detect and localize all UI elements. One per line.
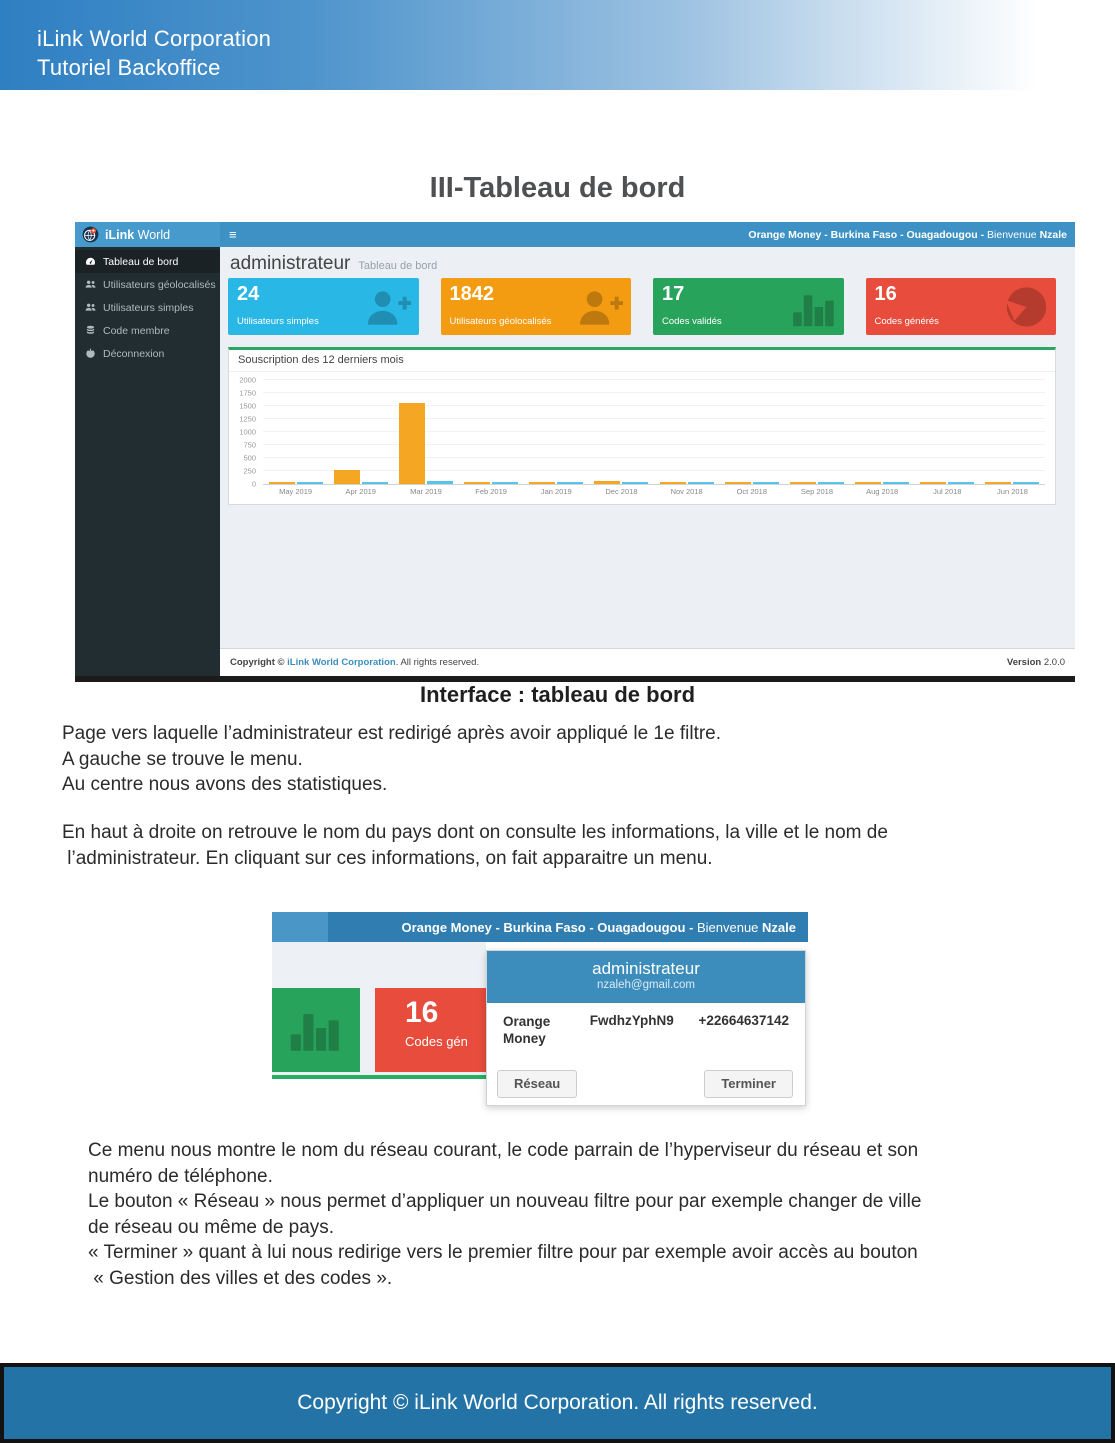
- text-line: l’administrateur. En cliquant sur ces informations, on fait apparaitre un menu.: [62, 847, 713, 869]
- bar-orange: [660, 482, 686, 484]
- card-label: Utilisateurs simples: [237, 316, 319, 327]
- x-tick-label: Sep 2018: [800, 487, 834, 496]
- green-card-fragment: [272, 988, 360, 1072]
- bar-blue: [622, 482, 648, 484]
- x-tick-label: Jun 2018: [997, 487, 1028, 496]
- terminer-button[interactable]: Terminer: [704, 1070, 793, 1098]
- dashboard-footer: [220, 648, 1075, 676]
- dashboard-screenshot: [75, 222, 1075, 682]
- x-tick-label: May 2019: [279, 487, 313, 496]
- bar-group: [328, 380, 393, 484]
- x-tick-label: Mar 2019: [410, 487, 442, 496]
- navbar-highlight-segment: [272, 912, 328, 942]
- card-value: 16: [405, 996, 439, 1029]
- reseau-button[interactable]: Réseau: [497, 1070, 577, 1098]
- bar-blue: [362, 482, 388, 484]
- bar-group: [589, 380, 654, 484]
- user-menu-screenshot: [272, 910, 820, 1115]
- card-label: Utilisateurs géolocalisés: [449, 316, 552, 327]
- text-line: Au centre nous avons des statistiques.: [62, 774, 388, 795]
- y-tick-label: 250: [243, 466, 256, 476]
- page-subtitle: Tableau de bord: [358, 260, 438, 272]
- user-plus-icon: [578, 285, 625, 334]
- sidebar-item-label: Déconnexion: [103, 347, 165, 360]
- sidebar-item[interactable]: [75, 342, 220, 365]
- user-dropdown-menu: [486, 950, 806, 1106]
- stat-card: [441, 278, 632, 335]
- card-value: 16: [874, 283, 897, 305]
- paragraph-3: [88, 1138, 921, 1291]
- copyright-prefix: Copyright ©: [230, 657, 288, 668]
- copyright-suffix: . All rights reserved.: [395, 657, 480, 668]
- bar-blue: [1013, 482, 1039, 484]
- text-line: « Terminer » quant à lui nous redirige vers le premier filtre pour par exemple avoir accès au bouton: [88, 1242, 918, 1263]
- bar-blue: [492, 482, 518, 484]
- sponsor-code: FwdhzYphN9: [589, 1013, 674, 1028]
- x-tick-label: Oct 2018: [736, 487, 767, 496]
- chart-panel: [228, 347, 1056, 505]
- x-tick-label: Feb 2019: [475, 487, 507, 496]
- bar-blue: [427, 481, 453, 484]
- bar-orange: [269, 482, 295, 484]
- bar-group: [263, 380, 328, 484]
- x-tick-label: Aug 2018: [866, 487, 899, 496]
- bar-group: [784, 380, 849, 484]
- card-value: 24: [237, 283, 260, 305]
- figure-caption: Interface : tableau de bord: [419, 682, 696, 707]
- sidebar-item-label: Utilisateurs simples: [103, 301, 194, 314]
- page-title: administrateur: [230, 253, 351, 274]
- text-line: de réseau ou même de pays.: [88, 1216, 335, 1238]
- text-line: numéro de téléphone.: [88, 1165, 273, 1187]
- text-line: « Gestion des villes et des codes ».: [88, 1267, 393, 1289]
- dashboard-navbar: [75, 222, 1075, 247]
- bar-orange: [399, 403, 425, 484]
- bar-chart-icon: [288, 1004, 344, 1057]
- dropdown-body: [487, 1003, 805, 1047]
- stat-card: [228, 278, 419, 335]
- bar-blue: [297, 482, 323, 484]
- paragraph-2: [62, 820, 888, 871]
- text-line: Ce menu nous montre le nom du réseau courant, le code parrain de l’hyperviseur du réseau et son: [88, 1140, 919, 1161]
- globe-pin-logo-icon: [82, 226, 99, 243]
- bar-orange: [855, 482, 881, 484]
- chart-x-axis: [263, 487, 1045, 496]
- chart-y-axis: [229, 375, 259, 489]
- database-icon: [85, 325, 96, 336]
- sidebar-item-label: Code membre: [103, 324, 170, 337]
- bar-group: [915, 380, 980, 484]
- x-tick-label: Jan 2019: [540, 487, 572, 496]
- bar-orange: [790, 482, 816, 484]
- bar-blue: [948, 482, 974, 484]
- y-tick-label: 1500: [239, 401, 256, 411]
- text-line: A gauche se trouve le menu.: [62, 748, 303, 770]
- stat-card: [866, 278, 1057, 335]
- red-card-fragment: [375, 988, 486, 1072]
- network-name: Orange Money: [503, 1014, 551, 1046]
- bar-orange: [920, 482, 946, 484]
- chart-body: [229, 372, 1055, 502]
- y-tick-label: 1250: [239, 414, 256, 424]
- sidebar-item-label: Utilisateurs géolocalisés: [103, 278, 216, 291]
- document-subtitle: Tutoriel Backoffice: [37, 55, 221, 80]
- pie-chart-icon: [1003, 285, 1050, 334]
- bar-chart-icon: [791, 285, 838, 334]
- sidebar-item[interactable]: [75, 296, 220, 319]
- bar-group: [393, 380, 458, 484]
- users-icon: [85, 302, 96, 313]
- text-line: En haut à droite on retrouve le nom du pays dont on consulte les informations, la ville et le nom de: [62, 822, 888, 843]
- x-tick-label: Dec 2018: [605, 487, 638, 496]
- y-tick-label: 1750: [239, 388, 256, 398]
- panel-top-border-fragment: [272, 1075, 486, 1079]
- x-tick-label: Nov 2018: [670, 487, 703, 496]
- navbar-user-info[interactable]: Orange Money - Burkina Faso - Ouagadougou - Bienvenue Nzale: [748, 228, 1067, 241]
- sidebar-item[interactable]: [75, 273, 220, 296]
- card-value: 1842: [449, 283, 494, 305]
- page-heading: [230, 253, 437, 275]
- stat-card: [653, 278, 844, 335]
- card-label: Codes générés: [874, 316, 939, 327]
- y-tick-label: 750: [243, 440, 256, 450]
- dropdown-user-name: administrateur: [592, 959, 700, 978]
- text-line: Le bouton « Réseau » nous permet d’appliquer un nouveau filtre pour par exemple changer de ville: [88, 1191, 922, 1212]
- dropdown-user-email: nzaleh@gmail.com: [597, 979, 695, 991]
- sidebar-toggle-hamburger-icon[interactable]: ≡: [229, 227, 237, 242]
- bar-group: [654, 380, 719, 484]
- x-tick-label: Apr 2019: [345, 487, 376, 496]
- bar-blue: [753, 482, 779, 484]
- phone-number: +22664637142: [698, 1013, 789, 1028]
- bar-group: [850, 380, 915, 484]
- chart-title: Souscription des 12 derniers mois: [229, 350, 1055, 372]
- company-name: iLink World Corporation: [37, 26, 272, 51]
- y-tick-label: 1000: [239, 427, 256, 437]
- card-value: 17: [662, 283, 685, 305]
- x-tick-label: Jul 2018: [933, 487, 962, 496]
- y-tick-label: 0: [251, 479, 256, 489]
- paragraph-1: [62, 721, 721, 798]
- dropdown-header: [487, 951, 805, 1003]
- bar-blue: [688, 482, 714, 484]
- power-icon: [85, 348, 96, 359]
- version-label: Version 2.0.0: [1006, 657, 1065, 668]
- brand-logo-area[interactable]: [75, 222, 220, 247]
- cards-row: [228, 278, 1056, 335]
- bar-blue: [883, 482, 909, 484]
- bar-orange: [334, 470, 360, 484]
- bar-group: [459, 380, 524, 484]
- bar-group: [719, 380, 784, 484]
- y-tick-label: 500: [243, 453, 256, 463]
- document-footer: Copyright © iLink World Corporation. All rights reserved.: [0, 1363, 1115, 1443]
- menu-shot-navbar: Orange Money - Burkina Faso - Ouagadougou - Bienvenue Nzale: [272, 912, 808, 942]
- section-title: III-Tableau de bord: [429, 172, 686, 204]
- card-label: Codes validés: [662, 316, 722, 327]
- text-line: Page vers laquelle l’administrateur est redirigé après avoir appliqué le 1e filtre.: [62, 723, 722, 744]
- bar-orange: [529, 482, 555, 484]
- bar-group: [980, 380, 1045, 484]
- sidebar-item[interactable]: [75, 250, 220, 273]
- bar-group: [524, 380, 589, 484]
- brand-name: iLink World: [105, 227, 171, 242]
- bar-orange: [594, 481, 620, 484]
- bar-orange: [985, 482, 1011, 484]
- sidebar-item-label: Tableau de bord: [103, 255, 179, 268]
- dropdown-footer: [487, 1065, 805, 1105]
- sidebar-menu: [75, 247, 220, 676]
- document-header: [0, 0, 1115, 90]
- bar-orange: [725, 482, 751, 484]
- dashboard-icon: [85, 256, 96, 267]
- sidebar-item[interactable]: [75, 319, 220, 342]
- card-label: Codes gén: [405, 1034, 468, 1049]
- bar-orange: [464, 482, 490, 484]
- bar-blue: [818, 482, 844, 484]
- user-plus-icon: [366, 285, 413, 334]
- users-icon: [85, 279, 96, 290]
- chart-bars: [263, 380, 1045, 485]
- dashboard-content: [220, 247, 1075, 676]
- y-tick-label: 2000: [239, 375, 256, 385]
- company-link[interactable]: iLink World Corporation: [287, 657, 396, 668]
- bar-blue: [557, 482, 583, 484]
